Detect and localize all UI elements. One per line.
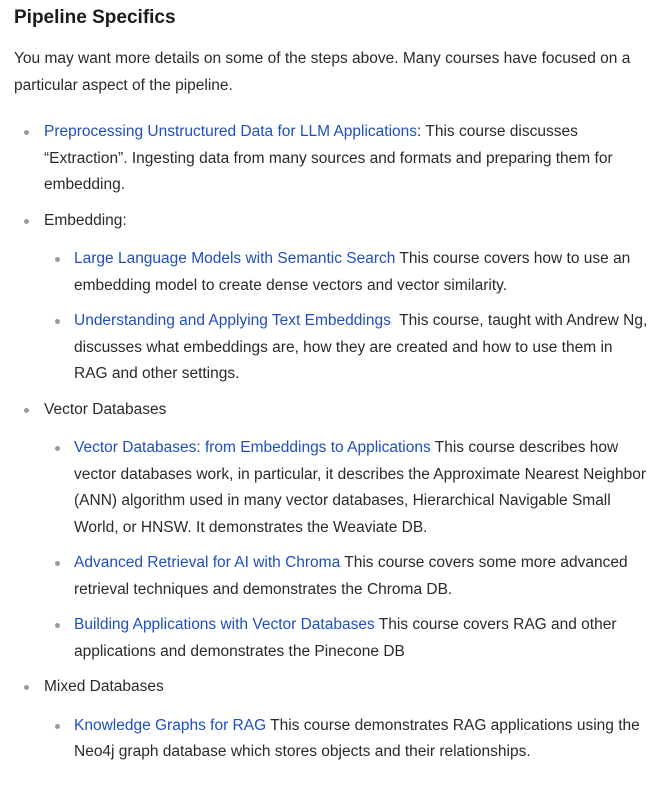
course-description: This course demonstrates RAG applications using the Neo4j graph database which stores objects and their relationships. (74, 716, 640, 760)
course-description: This course covers some more advanced retrieval techniques and demonstrates the Chroma DB. (74, 554, 628, 598)
course-description: : This course discusses “Extraction”. Ingesting data from many sources and formats and preparing them for embedding. (44, 123, 613, 193)
vector-databases-sublist (44, 435, 655, 665)
category-label-mixed-databases: Mixed Databases (44, 678, 164, 695)
list-item-preprocessing (14, 119, 655, 199)
list-item-mixed-databases (14, 674, 655, 766)
course-link-advanced-retrieval-chroma[interactable]: Advanced Retrieval for AI with Chroma (74, 554, 341, 571)
mixed-databases-sublist (44, 713, 655, 766)
course-link-preprocessing[interactable]: Preprocessing Unstructured Data for LLM Applications (44, 123, 418, 140)
list-item-vector-databases (14, 397, 655, 666)
course-link-building-apps-vector-db[interactable]: Building Applications with Vector Databases (74, 616, 375, 633)
sublist-item (44, 550, 655, 603)
sublist-item (44, 713, 655, 766)
course-link-text-embeddings[interactable]: Understanding and Applying Text Embeddings (74, 312, 391, 329)
sublist-item (44, 435, 655, 541)
course-description: This course describes how vector databases work, in particular, it describes the Approximate Nearest Neighbor (ANN) algorithm used in many vector databases, Hierarchical Navigable Small World, or HNSW. It demonstrates the Weaviate DB. (74, 439, 647, 536)
embedding-sublist (44, 246, 655, 388)
course-link-knowledge-graphs-rag[interactable]: Knowledge Graphs for RAG (74, 716, 267, 734)
intro-paragraph: You may want more details on some of the steps above. Many courses have focused on a particular aspect of the pipeline. (14, 50, 631, 94)
course-link-llm-semantic-search[interactable]: Large Language Models with Semantic Search (74, 250, 396, 267)
course-link-vector-databases[interactable]: Vector Databases: from Embeddings to Applications (74, 439, 431, 456)
sublist-item (44, 308, 655, 388)
section-heading: Pipeline Specifics (14, 7, 176, 28)
list-item-embedding (14, 208, 655, 388)
course-list (14, 119, 655, 766)
course-description: This course, taught with Andrew Ng, discusses what embeddings are, how they are created and how to use them in RAG and other settings. (74, 312, 652, 382)
course-description: This course covers how to use an embedding model to create dense vectors and vector similarity. (74, 250, 631, 294)
category-label-embedding: Embedding: (44, 211, 127, 229)
category-label-vector-databases: Vector Databases (44, 400, 167, 418)
sublist-item (44, 246, 655, 299)
course-description: This course covers RAG and other applications and demonstrates the Pinecone DB (74, 616, 617, 660)
sublist-item (44, 612, 655, 665)
